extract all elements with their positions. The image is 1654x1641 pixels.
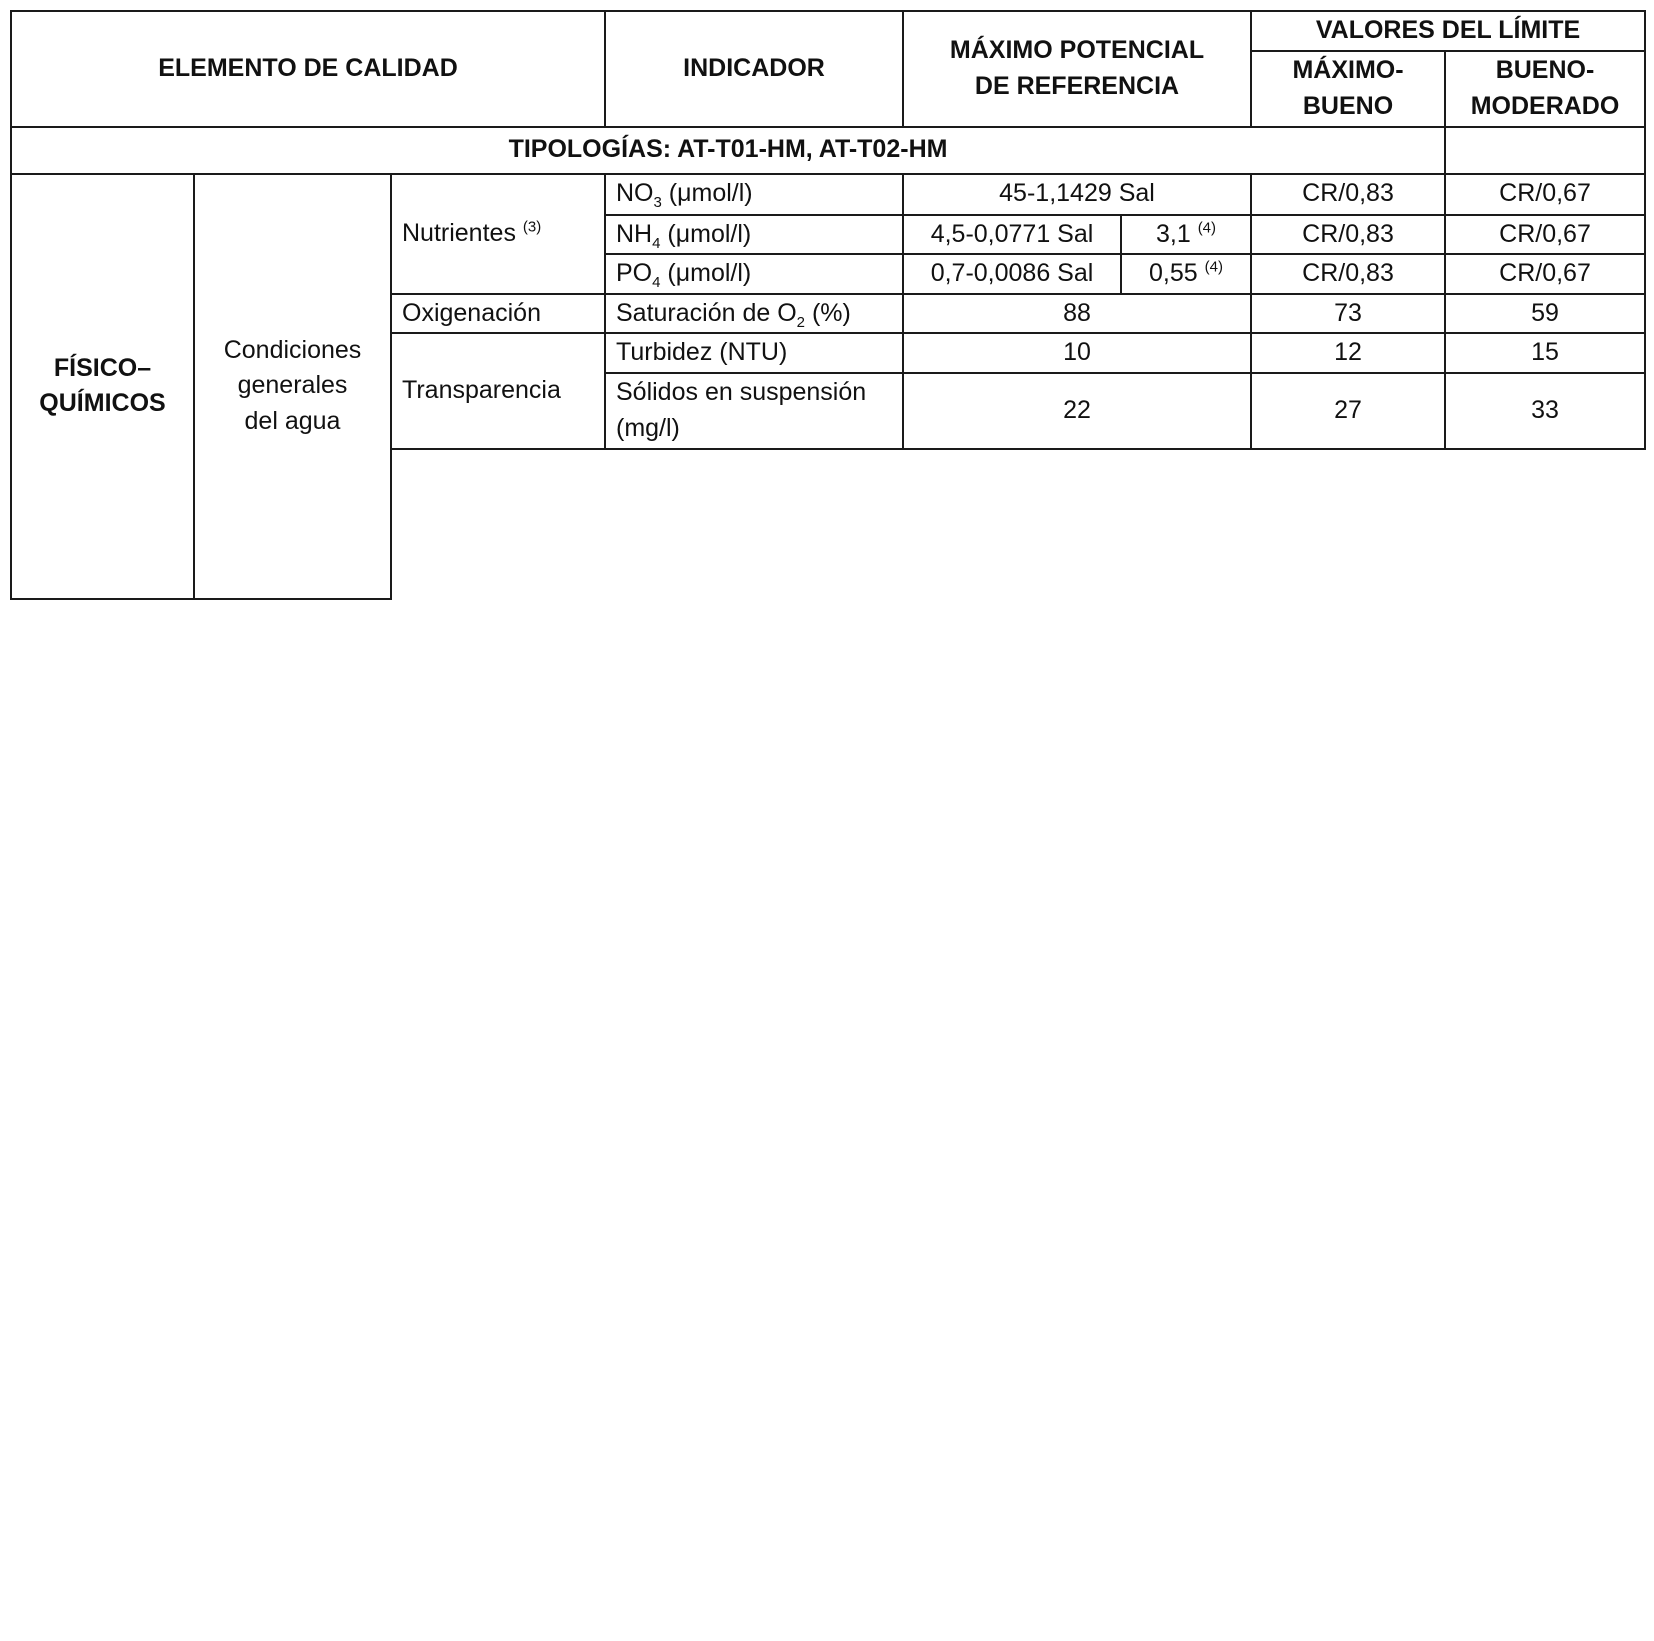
turbidez-ref-value: 10 — [1063, 338, 1091, 366]
turbidez-label: Turbidez (NTU) — [616, 338, 788, 366]
po4-footnote-ref: (4) — [1204, 258, 1223, 276]
header-mb-line1: MÁXIMO- — [1292, 56, 1404, 84]
po4-ref-fixed-value: 0,55 — [1149, 259, 1198, 287]
solidos-bueno-moderado — [1445, 373, 1645, 449]
solidos-ref-value: 22 — [1063, 395, 1091, 424]
o2-indicator — [605, 294, 903, 334]
o2-bueno-moderado — [1445, 294, 1645, 334]
turbidez-indicator — [605, 333, 903, 373]
nutrientes-label: Nutrientes — [402, 218, 516, 247]
po4-ref-formula-value: 0,7-0,0086 Sal — [930, 259, 1094, 287]
turbidez-mb-value: 12 — [1334, 338, 1362, 366]
nh4-reference-formula — [903, 215, 1121, 255]
po4-bueno-moderado — [1445, 254, 1645, 294]
no3-unit: (μmol/l) — [661, 179, 753, 208]
o2-ref-value: 88 — [1063, 298, 1091, 327]
nh4-bueno-moderado — [1445, 215, 1645, 255]
no3-label: NO — [616, 179, 654, 208]
o2-bm-value: 59 — [1531, 298, 1559, 327]
fisico-quimicos-line2: QUÍMICOS — [39, 389, 166, 417]
no3-maximo-bueno — [1251, 174, 1445, 215]
nh4-indicator — [605, 215, 903, 255]
no3-ref-value: 45-1,1429 Sal — [999, 179, 1155, 208]
tipologias-row — [11, 127, 1445, 174]
cga-line2: generales — [237, 371, 348, 400]
solidos-line1: Sólidos en suspensión — [616, 378, 867, 406]
nh4-bm-value: CR/0,67 — [1499, 219, 1591, 248]
solidos-line2: (mg/l) — [616, 413, 680, 442]
turbidez-bueno-moderado — [1445, 333, 1645, 373]
po4-maximo-bueno — [1251, 254, 1445, 294]
po4-bm-value: CR/0,67 — [1499, 259, 1591, 287]
solidos-bm-value: 33 — [1531, 395, 1559, 424]
fisico-quimicos-line1: FÍSICO– — [53, 353, 152, 382]
po4-reference-formula — [903, 254, 1121, 294]
o2-mb-value: 73 — [1334, 298, 1362, 327]
nh4-mb-value: CR/0,83 — [1302, 219, 1394, 248]
header-valores-label: VALORES DEL LÍMITE — [1315, 16, 1581, 44]
quality-table-document — [10, 10, 1644, 600]
po4-sub: 4 — [652, 274, 661, 291]
tipologias-label: TIPOLOGÍAS: AT-T01-HM, AT-T02-HM — [508, 135, 948, 164]
solidos-mb-value: 27 — [1334, 395, 1362, 424]
turbidez-bm-value: 15 — [1531, 338, 1559, 366]
solidos-indicator — [605, 373, 903, 449]
header-maximo — [903, 11, 1251, 127]
nutrientes-cell — [391, 174, 605, 294]
transparencia-cell — [391, 333, 605, 449]
header-bueno-moderado — [1445, 51, 1645, 127]
condiciones-generales-agua-cell — [194, 174, 391, 599]
o2-maximo-bueno — [1251, 294, 1445, 334]
po4-unit: (μmol/l) — [660, 259, 752, 287]
no3-indicator — [605, 174, 903, 215]
o2-sub: 2 — [796, 313, 806, 331]
header-elemento — [11, 11, 605, 127]
header-mb-line2: BUENO — [1302, 91, 1394, 120]
cga-line3: del agua — [244, 406, 341, 435]
header-indicador — [605, 11, 903, 127]
nh4-maximo-bueno — [1251, 215, 1445, 255]
header-maximo-line2: DE REFERENCIA — [974, 71, 1180, 100]
nh4-footnote-ref: (4) — [1197, 219, 1217, 237]
solidos-reference — [903, 373, 1251, 449]
no3-bueno-moderado — [1445, 174, 1645, 215]
oxigenacion-label: Oxigenación — [402, 298, 541, 327]
header-maximo-bueno — [1251, 51, 1445, 127]
header-indicador-label: INDICADOR — [683, 54, 825, 82]
no3-mb-value: CR/0,83 — [1302, 179, 1394, 208]
no3-sub: 3 — [653, 194, 662, 212]
nh4-label: NH — [616, 219, 653, 248]
nh4-reference-fixed — [1121, 215, 1251, 255]
turbidez-maximo-bueno — [1251, 333, 1445, 373]
o2-label: Saturación de O — [616, 298, 797, 327]
fisico-quimicos-cell — [11, 174, 194, 599]
tipologias-empty-cell — [1445, 127, 1645, 174]
header-maximo-line1: MÁXIMO POTENCIAL — [949, 36, 1205, 65]
o2-unit: (%) — [805, 298, 851, 327]
nh4-ref-formula-value: 4,5-0,0771 Sal — [930, 219, 1094, 248]
cga-line1: Condiciones — [223, 335, 362, 364]
nh4-unit: (μmol/l) — [660, 219, 752, 248]
o2-reference — [903, 294, 1251, 334]
no3-reference — [903, 174, 1251, 215]
no3-bm-value: CR/0,67 — [1499, 179, 1591, 208]
nutrientes-footnote-ref: (3) — [522, 218, 542, 236]
po4-label: PO — [616, 259, 653, 287]
po4-mb-value: CR/0,83 — [1302, 259, 1394, 287]
nh4-sub: 4 — [652, 234, 661, 252]
oxigenacion-cell — [391, 294, 605, 334]
header-valores — [1251, 11, 1645, 51]
header-elemento-label: ELEMENTO DE CALIDAD — [158, 54, 458, 82]
nh4-ref-fixed-value: 3,1 — [1155, 219, 1191, 248]
solidos-maximo-bueno — [1251, 373, 1445, 449]
po4-indicator — [605, 254, 903, 294]
header-bm-line2: MODERADO — [1470, 91, 1620, 120]
turbidez-reference — [903, 333, 1251, 373]
transparencia-label: Transparencia — [402, 376, 561, 404]
po4-reference-fixed — [1121, 254, 1251, 294]
quality-elements-table — [10, 10, 1646, 600]
header-bm-line1: BUENO- — [1495, 56, 1595, 84]
